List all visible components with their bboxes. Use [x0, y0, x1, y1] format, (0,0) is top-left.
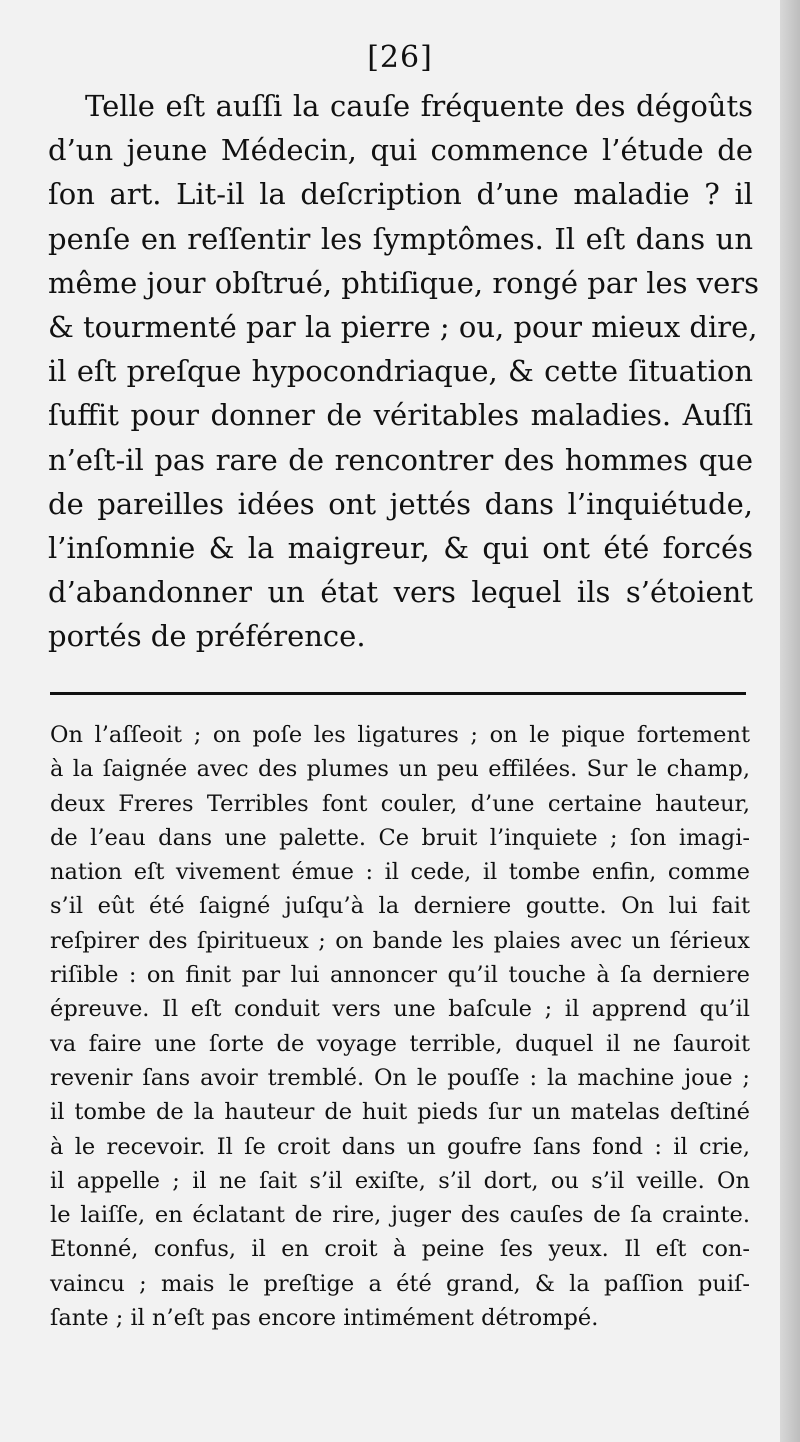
- footnote-line: va faire une ſorte de voyage terrible, duquel il ne ſauroit: [50, 1030, 750, 1057]
- footnote: [50, 718, 750, 1335]
- footnote-line: à le recevoir. Il ſe croit dans un goufre ſans fond : il crie,: [50, 1133, 750, 1160]
- footnote-line: reſpirer des ſpiritueux ; on bande les plaies avec un ſérieux: [50, 927, 750, 954]
- text-line: & tourmenté par la pierre ; ou, pour mieux dire,: [48, 309, 758, 344]
- text-line: de pareilles idées ont jettés dans l’inquiétude,: [48, 486, 753, 521]
- footnote-line: nation eſt vivement émue : il cede, il tombe enfin, comme: [50, 859, 750, 886]
- footnote-line: épreuve. Il eſt conduit vers une baſcule ; il apprend qu’il: [50, 996, 750, 1023]
- footnote-line: s’il eût été ſaigné juſqu’à la derniere goutte. On lui fait: [50, 893, 750, 920]
- footnote-line: vaincu ; mais le preſtige a été grand, & la paſſion puiſ-: [50, 1270, 750, 1297]
- text-line: portés de préférence.: [48, 619, 366, 654]
- page-number: [26]: [367, 40, 433, 75]
- footnote-separator: [50, 692, 746, 695]
- page-edge-shadow: [780, 0, 800, 1442]
- text-line: penſe en reſſentir les ſymptômes. Il eſt dans un: [48, 221, 753, 256]
- footnote-line: Etonné, confus, il en croit à peine ſes yeux. Il eſt con-: [50, 1236, 750, 1263]
- text-line: l’inſomnie & la maigreur, & qui ont été forcés: [48, 530, 753, 565]
- text-line: même jour obſtrué, phtiſique, rongé par les vers: [48, 265, 760, 300]
- footnote-line: On l’aſſeoit ; on poſe les ligatures ; on le pique fortement: [50, 722, 750, 748]
- footnote-line: revenir ſans avoir tremblé. On le pouſſe : la machine joue ;: [50, 1064, 750, 1091]
- main-paragraph: [48, 84, 760, 658]
- text-line: d’abandonner un état vers lequel ils s’étoient: [48, 575, 753, 610]
- text-line: ſon art. Lit-il la deſcription d’une maladie ? il: [48, 177, 753, 212]
- footnote-line: de l’eau dans une palette. Ce bruit l’inquiete ; ſon imagi-: [50, 824, 750, 851]
- footnote-line: deux Freres Terribles font couler, d’une certaine hauteur,: [50, 790, 750, 817]
- footnote-line: il tombe de la hauteur de huit pieds ſur un matelas deſtiné: [50, 1099, 750, 1126]
- footnote-line: ſante ; il n’eſt pas encore intimément détrompé.: [50, 1305, 599, 1332]
- footnote-line: à la ſaignée avec des plumes un peu effilées. Sur le champ,: [50, 756, 750, 783]
- text-line: n’eſt-il pas rare de rencontrer des hommes que: [48, 442, 753, 477]
- text-line: d’un jeune Médecin, qui commence l’étude de: [48, 133, 753, 168]
- text-line: ſuffit pour donner de véritables maladies. Auſſi: [48, 398, 753, 433]
- text-line: il eſt preſque hypocondriaque, & cette ſituation: [48, 354, 753, 389]
- text-line: Telle eſt auſſi la cauſe fréquente des dégoûts: [85, 89, 753, 123]
- footnote-line: il appelle ; il ne ſait s’il exiſte, s’il dort, ou s’il veille. On: [50, 1167, 750, 1194]
- footnote-line: riſible : on finit par lui annoncer qu’il touche à ſa derniere: [50, 962, 750, 989]
- footnote-line: le laiſſe, en éclatant de rire, juger des cauſes de ſa crainte.: [50, 1202, 750, 1229]
